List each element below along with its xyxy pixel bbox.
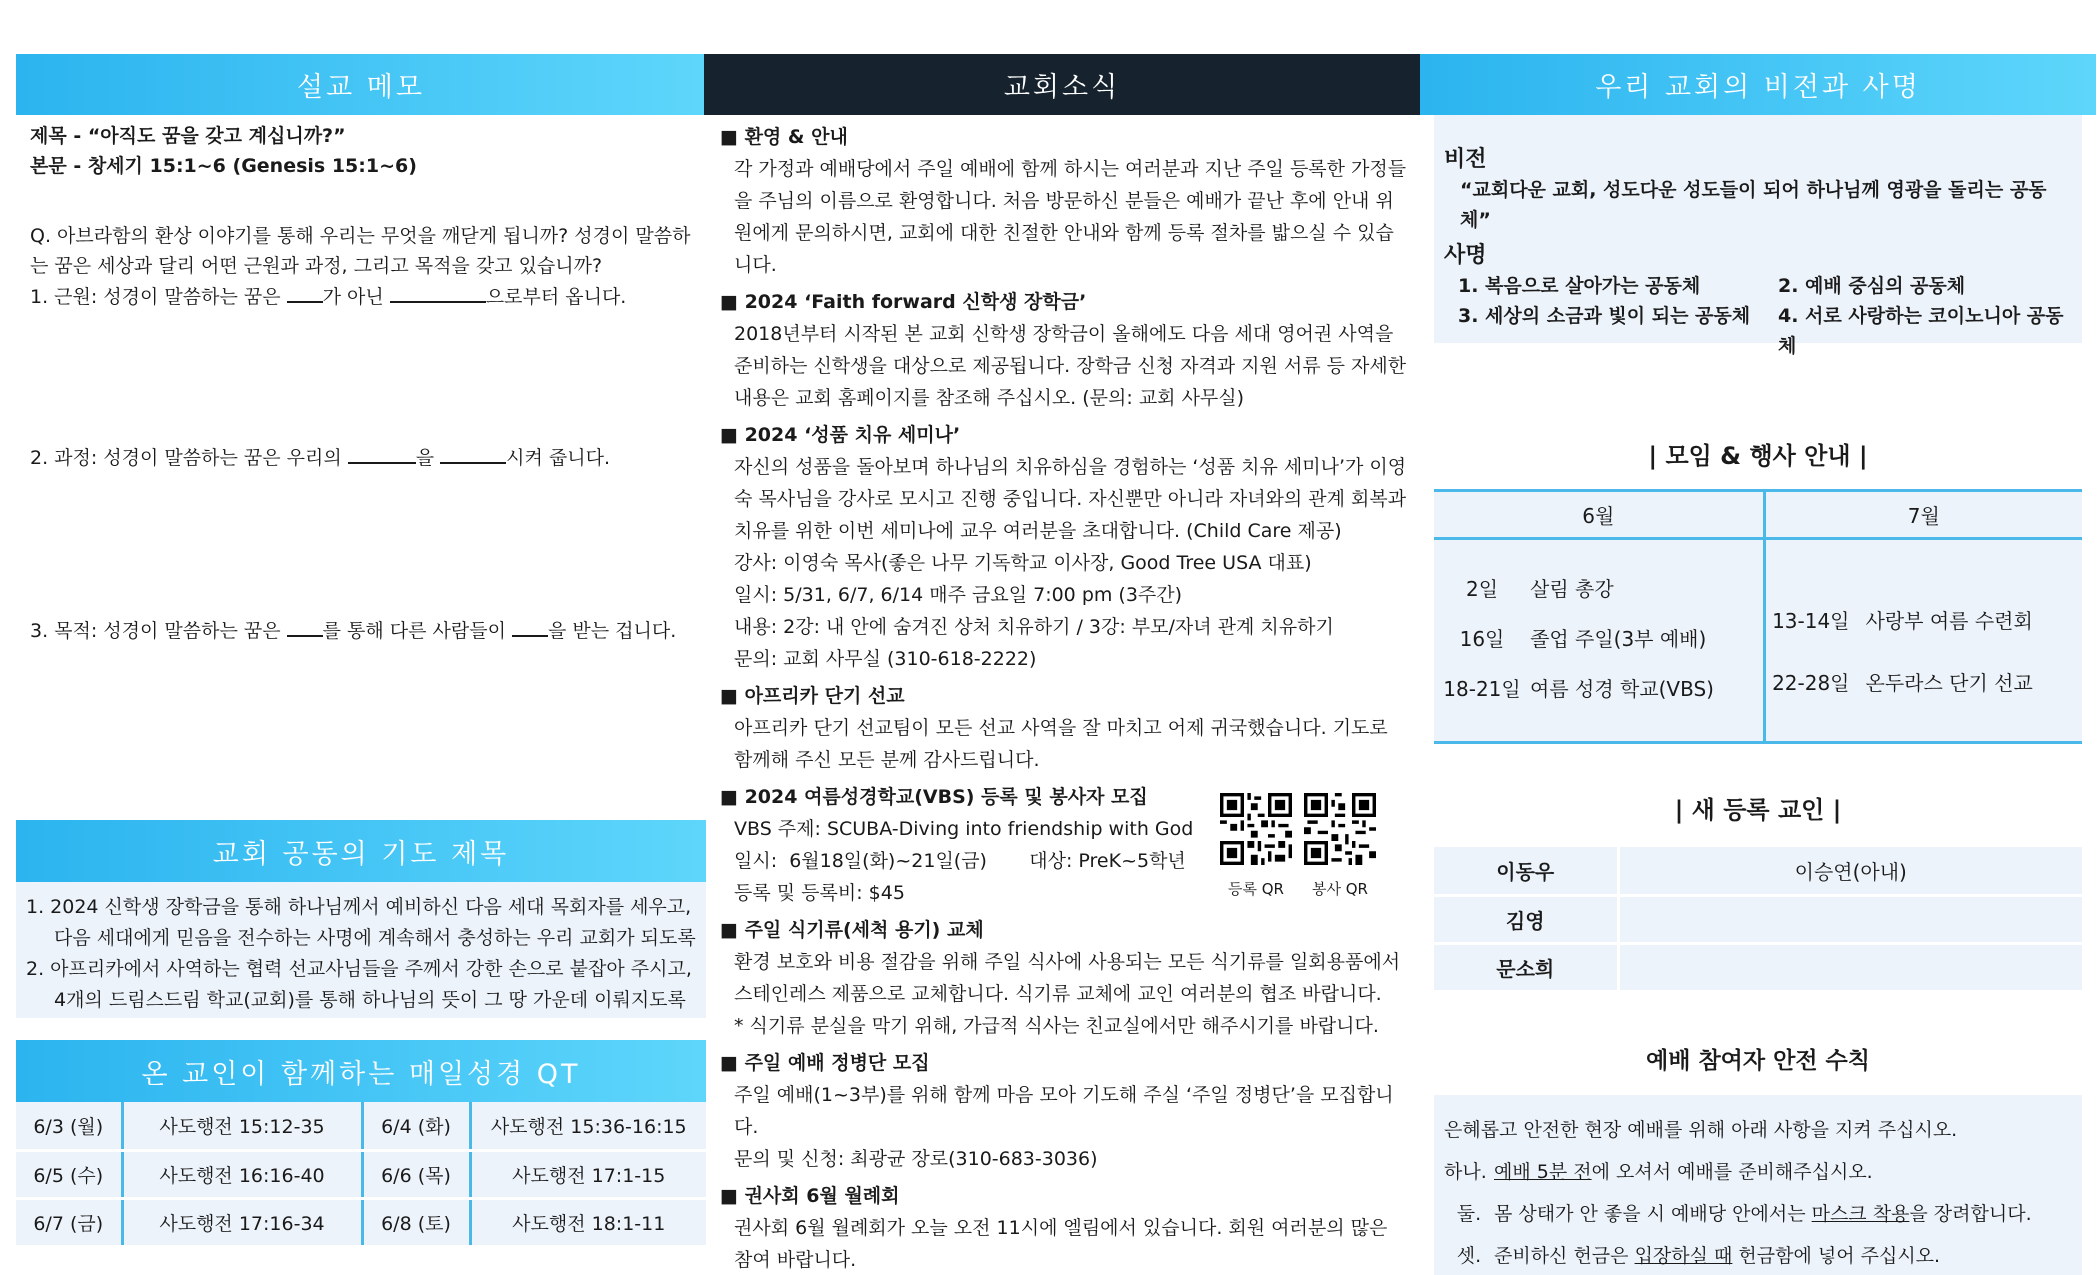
new-members-table <box>1434 847 2082 993</box>
july-header: 7월 <box>1764 491 2082 539</box>
qt-title: 온 교인이 함께하는 매일성경 QT <box>141 1058 581 1090</box>
july-events <box>1764 539 2082 743</box>
mission-item: 4. 서로 사랑하는 코이노니아 공동체 <box>1778 305 2064 357</box>
mission-label: 사명 <box>1444 243 1487 268</box>
news-scholarship: ■ 2024 ‘Faith forward 신학생 장학금’ 2018년부터 시작된 본 교회 신학생 장학금이 올해에도 다음 세대 영어권 사역을 준비하는 신학생을 대상으로 제공됩니다. 장학금 신청 자격과 지원 서류 등 자세한 내용은 교회 홈페이지를 참조해 주십시오. (문의: 교회 사무실) <box>720 286 1410 414</box>
events-title: | 모임 & 행사 안내 | <box>1648 442 1868 470</box>
list-item: 18-21일 여름 성경 학교(VBS) <box>1443 677 1714 701</box>
june-header: 6월 <box>1434 491 1764 539</box>
sermon-memo-body <box>16 115 706 646</box>
events-table <box>1434 489 2082 744</box>
sermon-point-2: 2. 과정: 성경이 말씀하는 꿈은 우리의 을 시켜 줍니다. <box>30 442 696 473</box>
safety-title: 예배 참여자 안전 수칙 <box>1646 1048 1870 1074</box>
vision-header <box>1420 54 2096 115</box>
news-dishes: ■ 주일 식기류(세척 용기) 교체 환경 보호와 비용 절감을 위해 주일 식사에 사용되는 모든 식기류를 일회용품에서 스테인레스 제품으로 교체합니다. 식기류 교체에 교인 여러분의 협조 바랍니다. * 식기류 분실을 막기 위해, 가급적 식사는 친교실에서만 해주시기를 바랍니다. <box>720 914 1410 1042</box>
june-events <box>1434 539 1764 743</box>
prayer-item-2: 2. 아프리카에서 사역하는 협력 선교사님들을 주께서 강한 손으로 붙잡아 주시고, <box>26 958 692 980</box>
sermon-memo-column <box>16 54 706 646</box>
vision-title: 우리 교회의 비전과 사명 <box>1595 72 1921 103</box>
sermon-point-3: 3. 목적: 성경이 말씀하는 꿈은 를 통해 다른 사람들이 을 받는 겁니다. <box>30 615 696 646</box>
list-item: 2일 살림 총강 <box>1465 577 1614 601</box>
qt-table <box>16 1102 706 1248</box>
registration-qr-label: 등록 QR <box>1228 880 1284 898</box>
list-item: 22-28일 온두라스 단기 선교 <box>1772 671 2033 695</box>
safety-rule-3: 셋. 준비하신 헌금은 입장하실 때 헌금함에 넣어 주십시오. <box>1456 1245 1941 1267</box>
church-news-column <box>704 54 1420 1275</box>
events-section <box>1434 436 2082 744</box>
mission-item: 1. 복음으로 살아가는 공동체 <box>1458 275 1701 297</box>
news-vbs: ■ 2024 여름성경학교(VBS) 등록 및 봉사자 모집 VBS 주제: SCUBA-Diving into friendship with God 일시: 6월18일(화)~21일(금) 대상: PreK~5학년 등록 및 등록비: $45 등록 QR 봉사 QR <box>720 781 1410 909</box>
prayer-item-1: 1. 2024 신학생 장학금을 통해 하나님께서 예비하신 다음 세대 목회자를 세우고, <box>26 896 692 918</box>
fill-blank <box>512 615 548 637</box>
prayer-list: 1. 2024 신학생 장학금을 통해 하나님께서 예비하신 다음 세대 목회자를 세우고, 다음 세대에게 믿음을 전수하는 사명에 계속해서 충성하는 우리 교회가 되도록 2. 아프리카에서 사역하는 협력 선교사님들을 주께서 강한 손으로 붙잡아 주시고, 4개의 드림스드림 학교(교회)를 통해 하나님의 뜻이 그 땅 가운데 이뤄지도록 <box>16 882 706 1018</box>
prayer-title: 교회 공동의 기도 제목 <box>212 838 510 870</box>
church-news-body <box>704 115 1420 1275</box>
safety-section <box>1434 1042 2082 1275</box>
vision-statement: “교회다운 교회, 성도다운 성도들이 되어 하나님께 영광을 돌리는 공동체” <box>1460 179 2047 231</box>
church-news-title: 교회소식 <box>1003 72 1121 103</box>
vision-column <box>1420 54 2096 1267</box>
news-seminar: ■ 2024 ‘성품 치유 세미나’ 자신의 성품을 돌아보며 하나님의 치유하심을 경험하는 ‘성품 치유 세미나’가 이영숙 목사님을 강사로 모시고 진행 중입니다. 자신뿐만 아니라 자녀와의 관계 회복과 치유를 위한 이번 세미나에 교우 여러분을 초대합니다. (Child Care 제공) 강사: 이영숙 목사(좋은 나무 기독학교 이사장, Good Tree USA 대표) 일시: 5/31, 6/7, 6/14 매주 금요일 7:00 pm (3주간) 내용: 2강: 내 안에 숨겨진 상처 치유하기 / 3강: 부모/자녀 관계 치유하기 문의: 교회 사무실 (310-618-2222) <box>720 419 1410 675</box>
table-row: 문소희 <box>1434 943 2082 991</box>
news-prayer-team: ■ 주일 예배 정병단 모집 주일 예배(1~3부)를 위해 함께 마음 모아 기도해 주실 ‘주일 정병단’을 모집합니다. 문의 및 신청: 최광균 장로(310-683-3036) <box>720 1047 1410 1175</box>
table-row: 6/5 (수) 사도행전 16:16-40 6/6 (목) 사도행전 17:1-15 <box>16 1150 706 1198</box>
safety-rule-2: 둘. 몸 상태가 안 좋을 시 예배당 안에서는 마스크 착용을 장려합니다. <box>1456 1203 2032 1225</box>
news-africa-mission: ■ 아프리카 단기 선교 아프리카 단기 선교팀이 모든 선교 사역을 잘 마치고 어제 귀국했습니다. 기도로 함께해 주신 모든 분께 감사드립니다. <box>720 680 1410 776</box>
prayer-header <box>16 820 706 882</box>
vision-label: 비전 <box>1444 147 1487 172</box>
news-welcome: ■ 환영 & 안내 각 가정과 예배당에서 주일 예배에 함께 하시는 여러분과 지난 주일 등록한 가정들을 주님의 이름으로 환영합니다. 처음 방문하신 분들은 예배가 끝난 후에 안내 위원에게 문의하시면, 교회에 대한 친절한 안내와 함께 등록 절차를 밟으실 수 있습니다. <box>720 121 1410 281</box>
table-row: 이동우 이승연(아내) <box>1434 847 2082 895</box>
new-members-section <box>1434 790 2082 993</box>
sermon-point-1: 1. 근원: 성경이 말씀하는 꿈은 가 아닌 으로부터 옵니다. <box>30 281 696 312</box>
mission-list <box>1444 271 2074 361</box>
safety-rule-1: 하나. 예배 5분 전에 오셔서 예배를 준비해주십시오. <box>1444 1161 1873 1183</box>
sermon-scripture: 본문 - 창세기 15:1~6 (Genesis 15:1~6) <box>30 155 417 177</box>
volunteer-qr-label: 봉사 QR <box>1312 880 1368 898</box>
table-row: 6/3 (월) 사도행전 15:12-35 6/4 (화) 사도행전 15:36-16:15 <box>16 1102 706 1150</box>
new-members-title: | 새 등록 교인 | <box>1674 796 1842 824</box>
fill-blank <box>348 442 416 464</box>
fill-blank <box>287 615 323 637</box>
fill-blank <box>440 442 506 464</box>
qt-header <box>16 1040 706 1102</box>
table-row: 김영 <box>1434 895 2082 943</box>
sermon-memo-title: 설교 메모 <box>297 72 425 103</box>
vision-box <box>1434 115 2082 357</box>
mission-item: 2. 예배 중심의 공동체 <box>1778 275 1966 297</box>
registration-qr-icon[interactable] <box>1220 793 1292 865</box>
safety-box <box>1434 1095 2082 1275</box>
mission-item: 3. 세상의 소금과 빛이 되는 공동체 <box>1458 305 1751 327</box>
news-deaconess-meeting: ■ 권사회 6월 월례회 권사회 6월 월례회가 오늘 오전 11시에 엘림에서 있습니다. 회원 여러분의 많은 참여 바랍니다. <box>720 1180 1410 1275</box>
sermon-title: 제목 - “아직도 꿈을 갖고 계십니까?” <box>30 125 346 147</box>
sermon-question: Q. 아브라함의 환상 이야기를 통해 우리는 무엇을 깨닫게 됩니까? 성경이 말씀하는 꿈은 세상과 달리 어떤 근원과 과정, 그리고 목적을 갖고 있습니까? <box>30 225 691 277</box>
sermon-memo-header <box>16 54 706 115</box>
list-item: 16일 졸업 주일(3부 예배) <box>1459 627 1707 651</box>
fill-blank <box>390 281 486 303</box>
volunteer-qr-icon[interactable] <box>1304 793 1376 865</box>
church-news-header <box>704 54 1420 115</box>
safety-intro: 은혜롭고 안전한 현장 예배를 위해 아래 사항을 지켜 주십시오. <box>1444 1119 1958 1141</box>
list-item: 13-14일 사랑부 여름 수련회 <box>1772 609 2033 633</box>
table-row: 6/7 (금) 사도행전 17:16-34 6/8 (토) 사도행전 18:1-11 <box>16 1198 706 1246</box>
fill-blank <box>287 281 323 303</box>
